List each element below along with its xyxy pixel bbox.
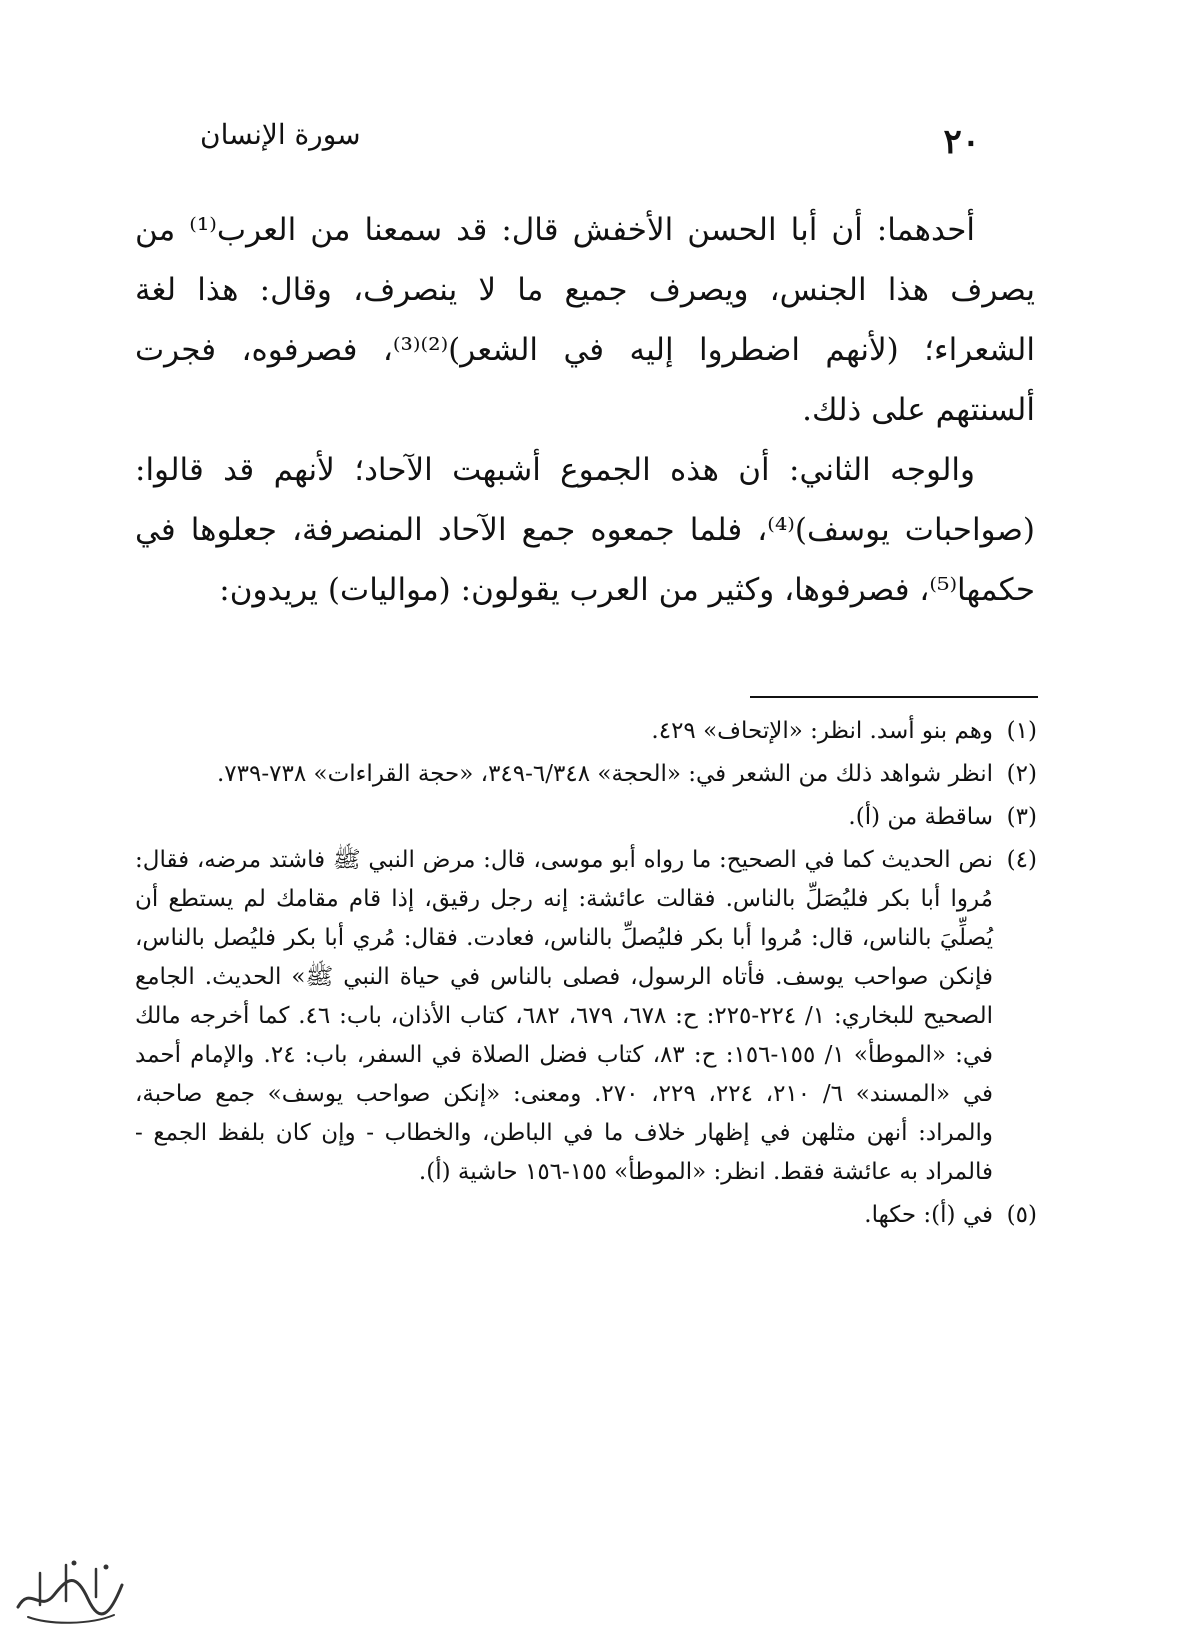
page-number: ٢٠ [943, 122, 980, 162]
footnotes [135, 712, 1037, 1239]
footnote-text: ساقطة من (أ). [848, 804, 993, 830]
footnote-text: في (أ): حكها. [864, 1202, 993, 1228]
footnote-4 [135, 841, 1037, 1192]
running-title: سورة الإنسان [200, 118, 361, 151]
footnote-number: (٤) [1006, 847, 1037, 873]
calligraphy-stamp-icon [10, 1555, 130, 1630]
footnote-text: وهم بنو أسد. انظر: «الإتحاف» ٤٢٩. [651, 718, 993, 744]
footnote-3 [135, 798, 1037, 837]
footnote-text: انظر شواهد ذلك من الشعر في: «الحجة» ٦/٣٤٨-٣٤٩، «حجة القراءات» ٧٣٨-٧٣٩. [216, 761, 993, 787]
footnote-number: (٢) [1006, 761, 1037, 787]
footnote-text: نص الحديث كما في الصحيح: ما رواه أبو موسى، قال: مرض النبي ﷺ فاشتد مرضه، فقال: مُروا أبا بكر فليُصَلِّ بالناس. فقالت عائشة: إنه رجل رقيق، إذا قام مقامك لم يستطع أن يُصلِّيَ بالناس، قال: مُروا أبا بكر فليُصلِّ بالناس، فعادت. فقال: مُري أبا بكر فليُصل بالناس، فإنكن صواحب يوسف. فأتاه الرسول، فصلى بالناس في حياة النبي ﷺ» الحديث. الجامع الصحيح للبخاري: ١/ ٢٢٤-٢٢٥: ح: ٦٧٨، ٦٧٩، ٦٨٢، كتاب الأذان، باب: ٤٦. كما أخرجه مالك في: «الموطأ» ١/ ١٥٥-١٥٦: ح: ٨٣، كتاب فضل الصلاة في السفر، باب: ٢٤. والإمام أحمد في «المسند» ٦/ ٢١٠، ٢٢٤، ٢٢٩، ٢٧٠. ومعنى: «إنكن صواحب يوسف» جمع صاحبة، والمراد: أنهن مثلهن في إظهار خلاف ما في الباطن، والخطاب - وإن كان بلفظ الجمع - فالمراد به عائشة فقط. انظر: «الموطأ» ١٥٥-١٥٦ حاشية (أ). [135, 847, 994, 1185]
paragraph-first-reason: أحدهما: أن أبا الحسن الأخفش قال: قد سمعنا من العرب⁽¹⁾ من يصرف هذا الجنس، ويصرف جميع ما لا ينصرف، وقال: هذا لغة الشعراء؛ (لأنهم اضطروا إليه في الشعر)⁽²⁾⁽³⁾، فصرفوه، فجرت ألسنتهم على ذلك. [135, 212, 1035, 428]
footnote-number: (٥) [1006, 1202, 1037, 1228]
footnote-separator [750, 696, 1038, 698]
footnote-2 [135, 755, 1037, 794]
paragraph-second-reason: والوجه الثاني: أن هذه الجموع أشبهت الآحاد؛ لأنهم قد قالوا: (صواحبات يوسف)⁽⁴⁾، فلما جمعوه جمع الآحاد المنصرفة، جعلوها في حكمها⁽⁵⁾، فصرفوها، وكثير من العرب يقولون: (مواليات) يريدون: [135, 452, 1035, 608]
footnote-number: (١) [1006, 718, 1037, 744]
footnote-5 [135, 1196, 1037, 1235]
footnote-1 [135, 712, 1037, 751]
main-text [135, 200, 1035, 620]
page-header [200, 118, 980, 168]
footnote-number: (٣) [1006, 804, 1037, 830]
